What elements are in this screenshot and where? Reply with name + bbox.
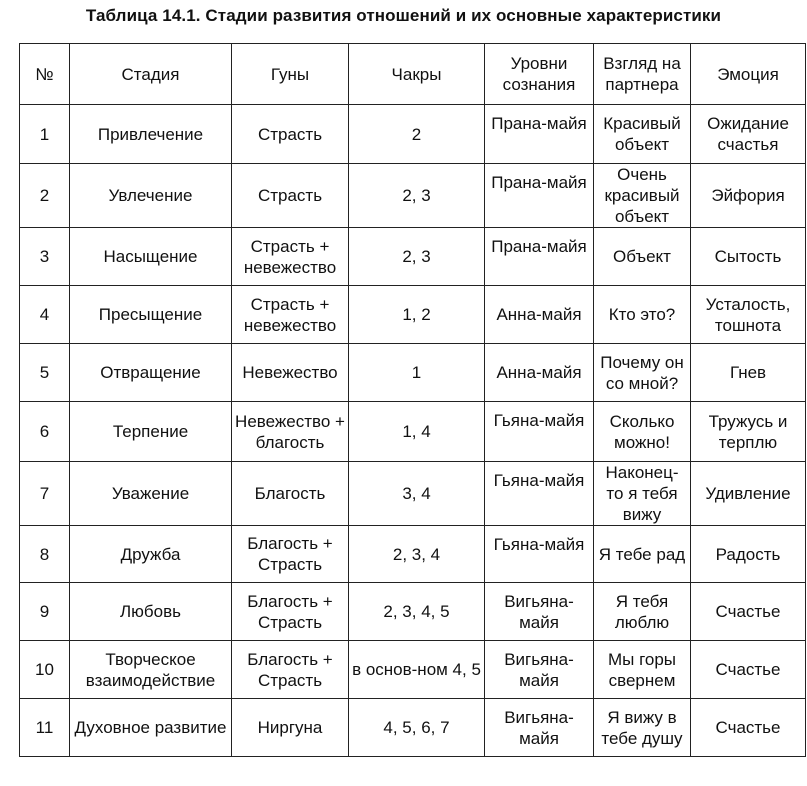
cell-emotion: Тружусь и терплю <box>691 402 806 462</box>
cell-view: Кто это? <box>594 286 691 344</box>
cell-level: Вигьяна-майя <box>485 641 594 699</box>
cell-guna: Ниргуна <box>232 699 349 757</box>
table-row <box>20 286 806 344</box>
cell-emotion: Сытость <box>691 228 806 286</box>
cell-num: 4 <box>20 286 70 344</box>
table-row <box>20 105 806 164</box>
cell-view: Очень красивый объект <box>594 164 691 228</box>
cell-chakra: 2, 3 <box>349 228 485 286</box>
header-emotion: Эмоция <box>691 44 806 105</box>
cell-num: 11 <box>20 699 70 757</box>
cell-stage: Дружба <box>70 526 232 583</box>
cell-guna: Благость <box>232 462 349 526</box>
table-row <box>20 699 806 757</box>
cell-view: Почему он со мной? <box>594 344 691 402</box>
cell-num: 8 <box>20 526 70 583</box>
cell-emotion: Радость <box>691 526 806 583</box>
cell-num: 10 <box>20 641 70 699</box>
cell-emotion: Усталость, тошнота <box>691 286 806 344</box>
cell-stage: Пресыщение <box>70 286 232 344</box>
cell-emotion: Ожидание счастья <box>691 105 806 164</box>
cell-stage: Уважение <box>70 462 232 526</box>
cell-level: Анна-майя <box>485 344 594 402</box>
cell-guna: Невежество <box>232 344 349 402</box>
cell-stage: Увлечение <box>70 164 232 228</box>
header-view: Взгляд на партнера <box>594 44 691 105</box>
cell-guna: Благость + Страсть <box>232 641 349 699</box>
cell-emotion: Счастье <box>691 641 806 699</box>
cell-num: 5 <box>20 344 70 402</box>
header-stage: Стадия <box>70 44 232 105</box>
cell-chakra: 2 <box>349 105 485 164</box>
cell-level: Прана-майя <box>485 228 594 286</box>
cell-stage: Духовное развитие <box>70 699 232 757</box>
cell-num: 6 <box>20 402 70 462</box>
cell-chakra: 3, 4 <box>349 462 485 526</box>
cell-guna: Благость + Страсть <box>232 526 349 583</box>
cell-guna: Страсть + невежество <box>232 286 349 344</box>
cell-level: Вигьяна-майя <box>485 699 594 757</box>
cell-level: Гьяна-майя <box>485 462 594 526</box>
cell-stage: Творческое взаимодействие <box>70 641 232 699</box>
cell-stage: Отвращение <box>70 344 232 402</box>
cell-emotion: Счастье <box>691 699 806 757</box>
cell-level: Прана-майя <box>485 105 594 164</box>
cell-stage: Привлечение <box>70 105 232 164</box>
cell-level: Анна-майя <box>485 286 594 344</box>
cell-num: 2 <box>20 164 70 228</box>
cell-emotion: Гнев <box>691 344 806 402</box>
cell-chakra: 1, 2 <box>349 286 485 344</box>
cell-level: Гьяна-майя <box>485 526 594 583</box>
table-row <box>20 402 806 462</box>
cell-view: Наконец-то я тебя вижу <box>594 462 691 526</box>
cell-chakra: 1, 4 <box>349 402 485 462</box>
cell-guna: Страсть <box>232 164 349 228</box>
table-title: Таблица 14.1. Стадии развития отношений и их основные характеристики <box>85 6 722 25</box>
cell-chakra: 4, 5, 6, 7 <box>349 699 485 757</box>
cell-guna: Страсть <box>232 105 349 164</box>
header-guna: Гуны <box>232 44 349 105</box>
cell-num: 7 <box>20 462 70 526</box>
cell-guna: Страсть + невежество <box>232 228 349 286</box>
cell-guna: Благость + Страсть <box>232 583 349 641</box>
header-level: Уровни сознания <box>485 44 594 105</box>
table-row <box>20 583 806 641</box>
cell-view: Я тебя люблю <box>594 583 691 641</box>
cell-view: Красивый объект <box>594 105 691 164</box>
cell-view: Я вижу в тебе душу <box>594 699 691 757</box>
header-row <box>20 44 806 105</box>
cell-stage: Любовь <box>70 583 232 641</box>
cell-chakra: 1 <box>349 344 485 402</box>
cell-level: Вигьяна-майя <box>485 583 594 641</box>
cell-view: Сколько можно! <box>594 402 691 462</box>
cell-view: Объект <box>594 228 691 286</box>
table-row <box>20 462 806 526</box>
header-chakra: Чакры <box>349 44 485 105</box>
cell-chakra: 2, 3, 4 <box>349 526 485 583</box>
table-row <box>20 641 806 699</box>
table-row <box>20 526 806 583</box>
cell-stage: Терпение <box>70 402 232 462</box>
table-row <box>20 344 806 402</box>
cell-level: Прана-майя <box>485 164 594 228</box>
cell-emotion: Счастье <box>691 583 806 641</box>
header-num: № <box>20 44 70 105</box>
cell-num: 1 <box>20 105 70 164</box>
cell-chakra: 2, 3, 4, 5 <box>349 583 485 641</box>
cell-emotion: Удивление <box>691 462 806 526</box>
table-row <box>20 228 806 286</box>
cell-emotion: Эйфория <box>691 164 806 228</box>
cell-chakra: 2, 3 <box>349 164 485 228</box>
cell-view: Мы горы свернем <box>594 641 691 699</box>
cell-stage: Насыщение <box>70 228 232 286</box>
cell-chakra: в основ-ном 4, 5 <box>349 641 485 699</box>
cell-num: 9 <box>20 583 70 641</box>
cell-view: Я тебе рад <box>594 526 691 583</box>
stages-table <box>19 43 806 757</box>
table-row <box>20 164 806 228</box>
cell-num: 3 <box>20 228 70 286</box>
cell-level: Гьяна-майя <box>485 402 594 462</box>
cell-guna: Невежество + благость <box>232 402 349 462</box>
